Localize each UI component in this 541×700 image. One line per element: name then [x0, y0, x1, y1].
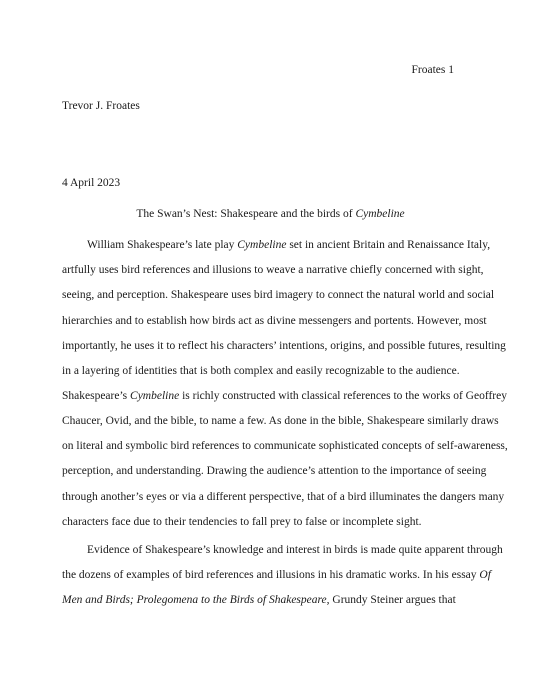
paragraph-2-line-1: Evidence of Shakespeare’s knowledge and interest in birds is made quite apparent through — [87, 544, 503, 556]
author-name: Trevor J. Froates — [62, 100, 140, 112]
paragraph-1-line-2: artfully uses bird references and illusions to weave a narrative chiefly concerned with sight, — [62, 264, 484, 276]
paragraph-1-line-5: importantly, he uses it to reflect his characters’ intentions, origins, and possible futures, resulting — [62, 340, 506, 352]
italic-run: Men and Birds; Prolegomena to the Birds of Shakespeare, — [62, 594, 330, 606]
page-header-number: Froates 1 — [411, 64, 454, 76]
text-run: Grundy Steiner argues that — [329, 594, 456, 606]
italic-run: Cymbeline — [237, 239, 287, 251]
essay-title-italic: Cymbeline — [355, 208, 405, 220]
text-run: is richly constructed with classical references to the works of Geoffrey — [179, 390, 507, 402]
text-run: set in ancient Britain and Renaissance Italy, — [286, 239, 491, 251]
paragraph-1-line-10: perception, and understanding. Drawing the audience’s attention to the importance of seeing — [62, 465, 487, 477]
italic-run: Cymbeline — [130, 390, 180, 402]
text-run: the dozens of examples of bird references and illusions in his dramatic works. In his essay — [62, 569, 480, 581]
essay-title — [62, 207, 479, 221]
paragraph-1-line-9: on literal and symbolic bird references to communicate sophisticated concepts of self-awareness, — [62, 440, 508, 452]
italic-run: Of — [479, 569, 491, 581]
paragraph-1-line-4: hierarchies and to establish how birds act as divine messengers and portents. However, most — [62, 315, 487, 327]
paragraph-1-line-1 — [87, 238, 491, 252]
essay-title-text: The Swan’s Nest: Shakespeare and the birds of — [136, 208, 356, 220]
paragraph-1-line-7 — [62, 389, 507, 403]
paragraph-1-line-12: characters face due to their tendencies to fall prey to false or incomplete sight. — [62, 516, 422, 528]
paragraph-2-line-3 — [62, 593, 479, 607]
paragraph-2-line-2 — [62, 568, 491, 582]
text-run: William Shakespeare’s late play — [87, 239, 238, 251]
paragraph-1-line-6: in a layering of identities that is both complex and easily recognizable to the audience. — [62, 365, 460, 377]
paragraph-1-line-3: seeing, and perception. Shakespeare uses bird imagery to connect the natural world and social — [62, 289, 495, 301]
document-date: 4 April 2023 — [62, 177, 121, 189]
paragraph-1-line-11: through another’s eyes or via a different perspective, that of a bird illuminates the dangers many — [62, 491, 505, 503]
paragraph-1-line-8: Chaucer, Ovid, and the bible, to name a few. As done in the bible, Shakespeare similarly draws — [62, 415, 499, 427]
text-run: Shakespeare’s — [62, 390, 131, 402]
